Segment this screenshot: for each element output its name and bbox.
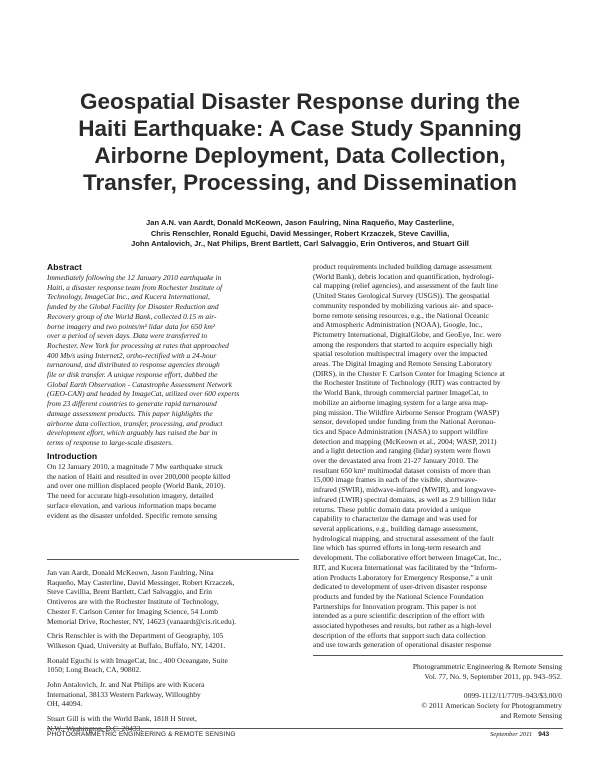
abstract-line: from 23 different countries to generate rapid turnaround [47,399,217,409]
introduction-heading: Introduction [47,451,98,461]
body-text-line: description of the efforts that support such data collection [313,630,486,640]
abstract-line: (GEO-CAN) and headed by ImageCat, utilized over 600 experts [47,389,240,399]
body-text-line: product requirements included building damage assessment [313,262,492,271]
journal-info-line: Vol. 77, No. 9, September 2011, pp. 943–952. [424,671,562,681]
body-text-line: (United States Geological Survey (USGS)). The geospatial [313,291,490,301]
body-text-line: spatial resolution multispectral imagery over the impacted [313,349,488,359]
author-line: John Antalovich, Jr., Nat Philips, Brent Bartlett, Carl Salvaggio, Erin Ontiveros, and Stuart Gill [131,239,469,248]
journal-info-line: © 2011 American Society for Photogrammetry [421,700,562,710]
journal-info-line: 0099-1112/11/7709–943/$3.00/0 [463,691,562,701]
abstract-heading: Abstract [47,262,82,272]
title-line: Geospatial Disaster Response during the [79,89,521,114]
footer-divider [47,728,563,729]
journal-info-line: and Remote Sensing [500,710,562,720]
body-text-line: resultant 650 km² multimodal dataset consists of more than [313,465,491,475]
affiliation-line: International, 38133 Western Parkway, Willoughby [47,689,201,699]
page-number: 943 [538,731,550,738]
introduction-line: surface elevation, and various information maps became [47,500,217,510]
affiliation-line: Steve Cavillia, Brent Bartlett, Carl Salvaggio, and Erin [47,587,212,597]
introduction-line: the nation of Haiti and resulted in over 200,000 people killed [47,471,231,481]
introduction-section [47,451,297,520]
introduction-line: The need for accurate high-resolution imagery, detailed [47,491,214,501]
abstract-line: Immediately following the 12 January 2010 earthquake in [47,273,222,282]
body-text-line: ping mission. The Wildfire Airborne Sensor Program (WASP) [313,407,500,417]
affiliation-line: Memorial Drive, Rochester, NY, 14623 (vanaardt@cis.rit.edu). [47,616,237,626]
affiliation-line: Ontiveros are with the Rochester Institute of Technology, [47,597,219,607]
abstract-line: Rochester, New York for processing at rates that approached [47,340,229,350]
footer-date: September 2011 [490,731,533,738]
affiliation-line: OH, 44094. [47,699,83,709]
abstract-line: development effort, which arguably has raised the bar in [47,428,218,438]
abstract-line: airborne data collection, transfer, processing, and product [47,418,223,428]
abstract-line: turnaround, and distributed to response agencies through [47,360,220,370]
body-text-line: infrared (LWIR) spectral domains, as well as 2.9 billion lidar [313,494,496,504]
abstract-line: over a period of seven days. Data were transferred to [47,331,208,341]
author-line: Chris Renschler, Ronald Eguchi, David Messinger, Robert Krzaczek, Steve Cavillia, [150,228,450,238]
affiliation-line: Jan van Aardt, Donald McKeown, Jason Faulring, Nina [47,568,214,577]
paper-title [40,88,560,196]
affiliation-line: Chris Renschler is with the Department of Geography, 105 [47,631,224,641]
body-text-line: borne remote sensing resources, e.g., the National Oceanic [313,310,489,320]
abstract-line: Global Earth Observation - Catastrophe Assessment Network [47,379,232,389]
body-text-line: several applications, e.g., building damage assessment, [313,523,478,533]
affiliation-paragraph [47,680,297,709]
abstract-line: file or disk transfer. A unique response effort, dubbed the [47,370,218,380]
affiliation-line: Wilkeson Quad, University at Buffalo, Buffalo, NY, 14201. [47,640,226,650]
affiliation-line: Chester F. Carlson Center for Imaging Science, 54 Lomb [47,606,219,616]
body-text-line: over the devastated area from 21-27 January 2010. The [313,456,479,466]
introduction-line: On 12 January 2010, a magnitude 7 Mw earthquake struck [47,462,223,471]
affiliation-paragraph [47,631,297,650]
body-text-line: infrared (SWIR), midwave-infrared (MWIR), and longwave- [313,485,497,495]
affiliation-divider [47,559,299,560]
body-text-line: and use towards generation of operational disaster response [313,640,492,650]
affiliation-line: Raqueño, May Casterline, David Messinger, Robert Krzaczek, [47,577,235,587]
abstract-line: Recovery group of the World Bank, collected 0.15 m air- [47,311,217,321]
footer-page-info [490,731,549,738]
body-text-line: and a light detection and ranging (lidar) system were flown [313,446,491,456]
journal-info-line: Photogrammetric Engineering & Remote Sensing [412,662,562,671]
body-text-line: the Rochester Institute of Technology (RIT) was contracted by [313,378,501,388]
affiliation-line: Ronald Eguchi is with ImageCat, Inc., 400 Oceangate, Suite [47,655,228,665]
body-text-line: hydrological mapping, and structural assessment of the fault [313,533,494,543]
body-text-line: community responded by mobilizing various air- and space- [313,300,494,310]
body-text-line: development. The collaborative effort between ImageCat, Inc., [313,553,502,563]
right-column-text [313,262,563,650]
footer-journal-name: PHOTOGRAMMETRIC ENGINEERING & REMOTE SENSING [47,731,236,738]
body-text-line: Pictometry International, DigitalGlobe, and GeoEye, Inc. were [313,329,502,339]
body-text-line: intended as a pure scientific description of the effort with [313,611,485,621]
introduction-text [47,462,297,520]
journal-info-line [398,681,562,691]
author-list [60,218,540,250]
journal-citation [398,662,562,720]
body-text-line: dedicated to development of user-driven disaster response [313,582,487,592]
body-text-line: (DIRS), in the Chester F. Carlson Center for Imaging Science at [313,368,505,378]
introduction-line: evident as the disaster unfolded. Specific remote sensing [47,510,217,520]
body-text-line: associated hypotheses and results, but rather as a high-level [313,621,492,631]
abstract-line: damage assessment products. This paper highlights the [47,408,213,418]
body-text-line: (World Bank), debris location and quantification, hydrologi- [313,271,495,281]
affiliation-line: John Antalovich, Jr. and Nat Philips are with Kucera [47,680,205,690]
abstract-section [47,262,297,448]
body-text-line: ation Products Laboratory for Emergency Response,” a unit [313,572,493,582]
body-text-line: returns. These public domain data provided a unique [313,504,471,514]
body-text-line: RIT, and Kucera International was facilitated by the “Inform- [313,562,498,572]
body-text-line: Partnerships for Innovation program. This paper is not [313,601,477,611]
body-text-line: detection and mapping (McKeown et al., 2004; WASP, 2011) [313,436,497,446]
body-text-line: among the responders that started to acquire especially high [313,339,493,349]
abstract-line: borne imagery and two points/m² lidar data for 650 km² [47,321,216,331]
title-line: Airborne Deployment, Data Collection, [94,143,506,168]
title-line: Haiti Earthquake: A Case Study Spanning [78,116,522,141]
body-text-line: capability to characterize the damage and was used for [313,514,478,524]
affiliation-paragraph [47,656,297,675]
abstract-line: 400 Mb/s using Internet2, ortho-rectified with a 24-hour [47,350,217,360]
body-text-line: products and funded by the National Science Foundation [313,591,484,601]
journal-info-divider [313,655,563,656]
introduction-line: and over one million displaced people (World Bank, 2010). [47,481,226,491]
abstract-line: terms of response to large-scale disasters. [47,437,174,447]
abstract-text [47,273,297,448]
body-text-line: and Atmospheric Administration (NOAA), Google, Inc., [313,320,483,330]
title-line: Transfer, Processing, and Dissemination [83,170,517,195]
affiliation-line: 1050; Long Beach, CA, 90802. [47,665,141,675]
abstract-line: funded by the Global Facility for Disaster Reduction and [47,302,219,312]
affiliations-section [47,568,297,734]
body-text-line: mobilize an airborne imaging system for a large area map- [313,397,489,407]
affiliation-line: Stuart Gill is with the World Bank, 1818 H Street, [47,714,197,724]
body-text-line: areas. The Digital Imaging and Remote Sensing Laboratory [313,359,492,369]
abstract-line: Technology, ImageCat Inc., and Kucera International, [47,292,210,302]
affiliation-line: N.W., Washington, D.C. 20433. [47,723,143,733]
body-text-line: line which has spurred efforts in long-term research and [313,543,481,553]
body-text-line: cal mapping (relief agencies), and assessment of the fault line [313,281,498,291]
author-line: Jan A.N. van Aardt, Donald McKeown, Jason Faulring, Nina Raqueño, May Casterline, [146,218,454,227]
affiliation-paragraph [47,568,297,626]
abstract-line: Haiti, a disaster response team from Rochester Institute of [47,282,223,292]
body-text-line: tics and Space Administration (NASA) to support wildfire [313,426,488,436]
body-text-line: sensor, developed under funding from the National Aeronau- [313,417,496,427]
body-text-line: 15,000 image frames in each of the visible, shortwave- [313,475,478,485]
body-text-line: the World Bank, through commercial partner ImageCat, to [313,388,489,398]
